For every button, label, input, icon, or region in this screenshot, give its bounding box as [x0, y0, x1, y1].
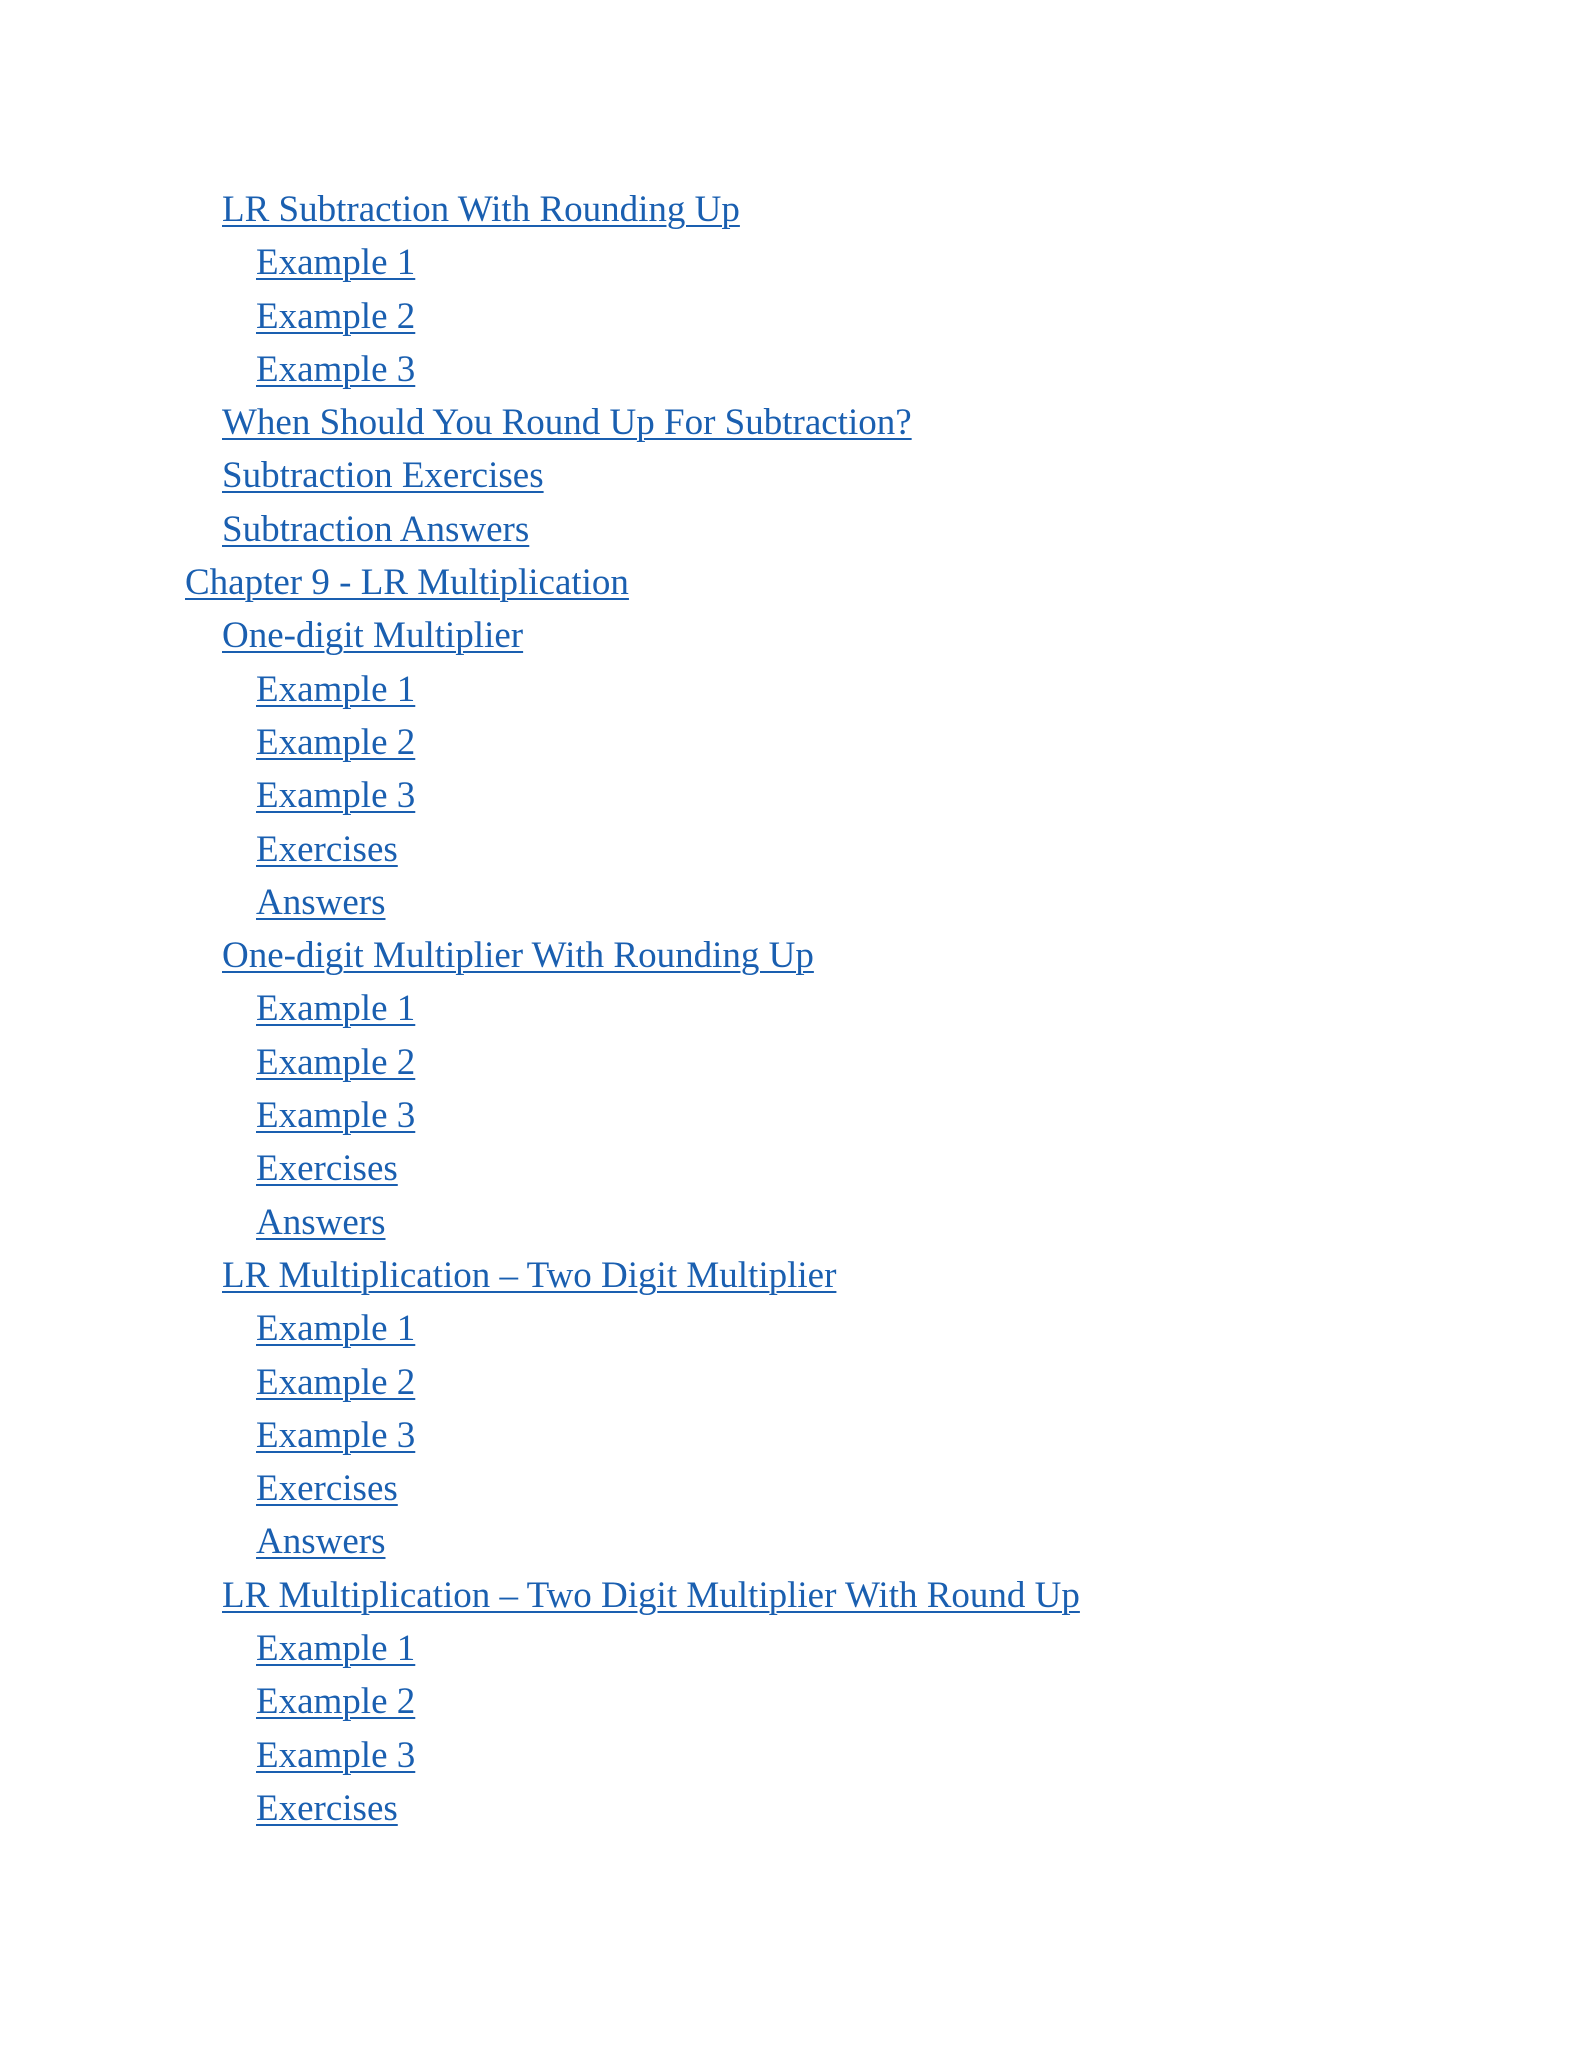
toc-link[interactable]: Example 2	[256, 1361, 416, 1403]
toc-link[interactable]: One-digit Multiplier With Rounding Up	[222, 935, 814, 977]
toc-link[interactable]: Example 3	[256, 1414, 416, 1456]
toc-entry	[0, 290, 1582, 343]
toc-entry	[0, 1729, 1582, 1782]
toc-entry	[0, 236, 1582, 289]
toc-entry	[0, 1782, 1582, 1835]
toc-link[interactable]: Answers	[256, 881, 386, 923]
toc-entry	[0, 396, 1582, 449]
toc-entry	[0, 1622, 1582, 1675]
toc-entry	[0, 1675, 1582, 1728]
toc-link[interactable]: When Should You Round Up For Subtraction?	[222, 402, 912, 444]
toc-entry	[0, 663, 1582, 716]
toc-entry	[0, 183, 1582, 236]
toc-link[interactable]: Example 2	[256, 1041, 416, 1083]
toc-link[interactable]: Exercises	[256, 1148, 398, 1190]
toc-link[interactable]: Example 1	[256, 242, 416, 284]
toc-entry	[0, 929, 1582, 982]
toc-link[interactable]: Example 3	[256, 1095, 416, 1137]
toc-entry	[0, 769, 1582, 822]
toc-entry	[0, 1249, 1582, 1302]
toc-link[interactable]: Subtraction Answers	[222, 508, 530, 550]
toc-entry	[0, 1569, 1582, 1622]
toc-entry	[0, 1142, 1582, 1195]
toc-link[interactable]: Example 2	[256, 295, 416, 337]
toc-link[interactable]: LR Multiplication – Two Digit Multiplier	[222, 1254, 837, 1296]
toc-link[interactable]: Example 2	[256, 1681, 416, 1723]
toc-entry	[0, 876, 1582, 929]
toc-link[interactable]: Exercises	[256, 1787, 398, 1829]
toc-entry	[0, 609, 1582, 662]
toc-link[interactable]: Answers	[256, 1201, 386, 1243]
toc-link[interactable]: Exercises	[256, 828, 398, 870]
toc-link[interactable]: Exercises	[256, 1468, 398, 1510]
toc-link[interactable]: Example 2	[256, 721, 416, 763]
toc-link[interactable]: Subtraction Exercises	[222, 455, 544, 497]
toc-entry	[0, 823, 1582, 876]
toc-entry	[0, 1462, 1582, 1515]
toc-entry	[0, 503, 1582, 556]
toc-entry	[0, 1196, 1582, 1249]
toc-entry	[0, 1089, 1582, 1142]
toc-link[interactable]: Example 1	[256, 668, 416, 710]
toc-link[interactable]: Example 1	[256, 988, 416, 1030]
toc-link[interactable]: LR Multiplication – Two Digit Multiplier With Round Up	[222, 1574, 1080, 1616]
toc-entry	[0, 449, 1582, 502]
toc-entry	[0, 556, 1582, 609]
toc-link[interactable]: Example 3	[256, 775, 416, 817]
toc-link[interactable]: Example 3	[256, 1734, 416, 1776]
toc-link[interactable]: One-digit Multiplier	[222, 615, 524, 657]
toc-entry	[0, 1356, 1582, 1409]
toc-entry	[0, 1036, 1582, 1089]
table-of-contents	[0, 183, 1582, 1835]
toc-entry	[0, 1409, 1582, 1462]
toc-entry	[0, 716, 1582, 769]
toc-link[interactable]: Example 1	[256, 1628, 416, 1670]
toc-link[interactable]: Example 1	[256, 1308, 416, 1350]
toc-link[interactable]: Example 3	[256, 348, 416, 390]
toc-entry	[0, 982, 1582, 1035]
toc-link[interactable]: Answers	[256, 1521, 386, 1563]
toc-entry	[0, 1515, 1582, 1568]
toc-entry	[0, 1302, 1582, 1355]
toc-link[interactable]: LR Subtraction With Rounding Up	[222, 189, 740, 230]
toc-entry	[0, 343, 1582, 396]
toc-chapter-link[interactable]: Chapter 9 - LR Multiplication	[185, 562, 629, 604]
